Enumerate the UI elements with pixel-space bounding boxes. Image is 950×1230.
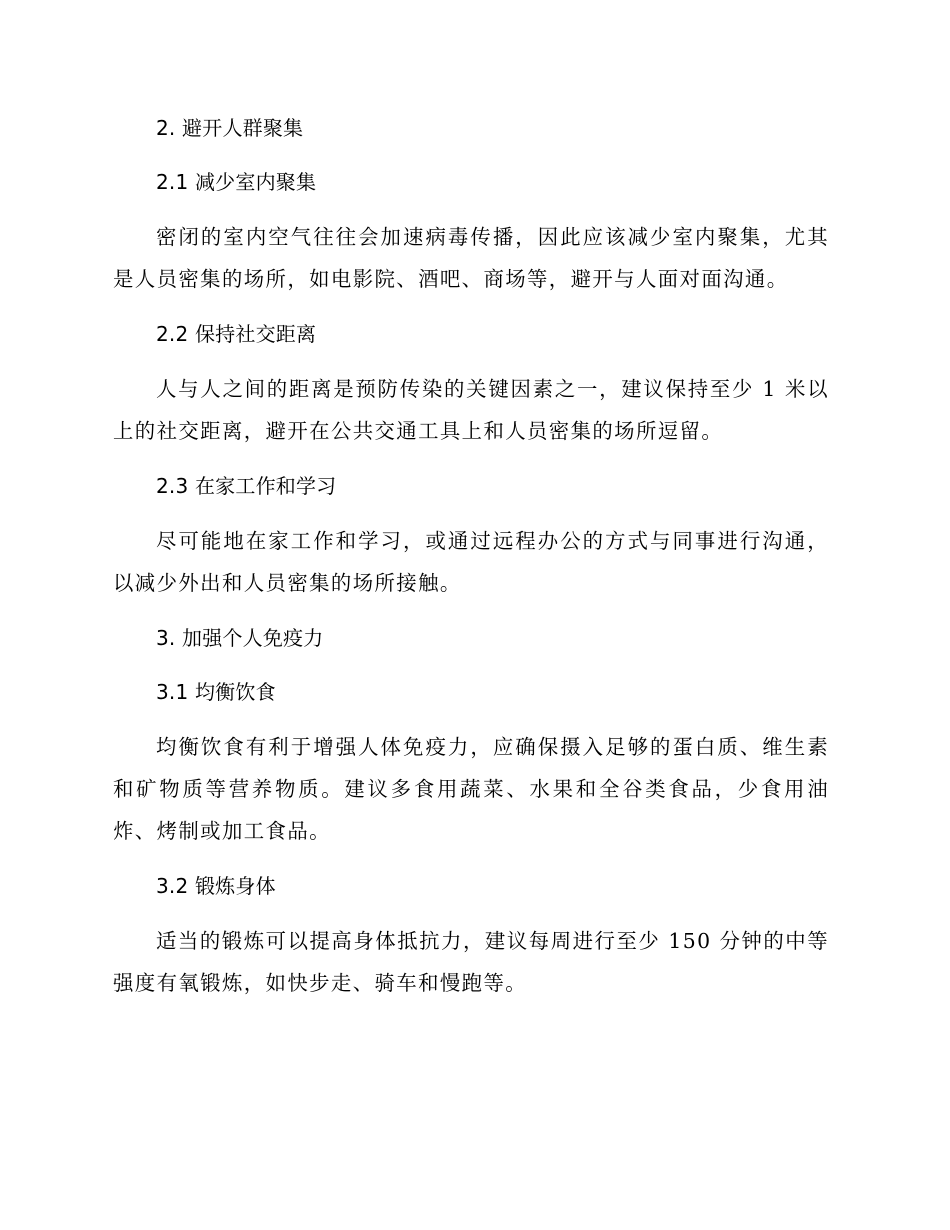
section-heading-2: 2. 避开人群聚集 [156,116,304,140]
section-heading-2-3: 2.3 在家工作和学习 [156,474,337,498]
paragraph-2-2: 人与人之间的距离是预防传染的关键因素之一，建议保持至少 1 米以上的社交距离，避开在公共交通工具上和人员密集的场所逗留。 [113,377,829,443]
section-heading-2-2: 2.2 保持社交距离 [156,322,317,346]
paragraph-3-1: 均衡饮食有利于增强人体免疫力，应确保摄入足够的蛋白质、维生素和矿物质等营养物质。建议多食用蔬菜、水果和全谷类食品，少食用油炸、烤制或加工食品。 [113,735,829,843]
section-heading-2-1: 2.1 减少室内聚集 [156,170,317,194]
paragraph-2-1: 密闭的室内空气往往会加速病毒传播，因此应该减少室内聚集，尤其是人员密集的场所，如电影院、酒吧、商场等，避开与人面对面沟通。 [113,225,829,291]
paragraph-2-3: 尽可能地在家工作和学习，或通过远程办公的方式与同事进行沟通，以减少外出和人员密集的场所接触。 [113,529,829,595]
section-heading-3-2: 3.2 锻炼身体 [156,874,276,898]
section-heading-3-1: 3.1 均衡饮食 [156,680,276,704]
paragraph-3-2: 适当的锻炼可以提高身体抵抗力，建议每周进行至少 150 分钟的中等强度有氧锻炼，如快步走、骑车和慢跑等。 [113,929,829,995]
document-body [113,108,829,1018]
section-heading-3: 3. 加强个人免疫力 [156,626,324,650]
